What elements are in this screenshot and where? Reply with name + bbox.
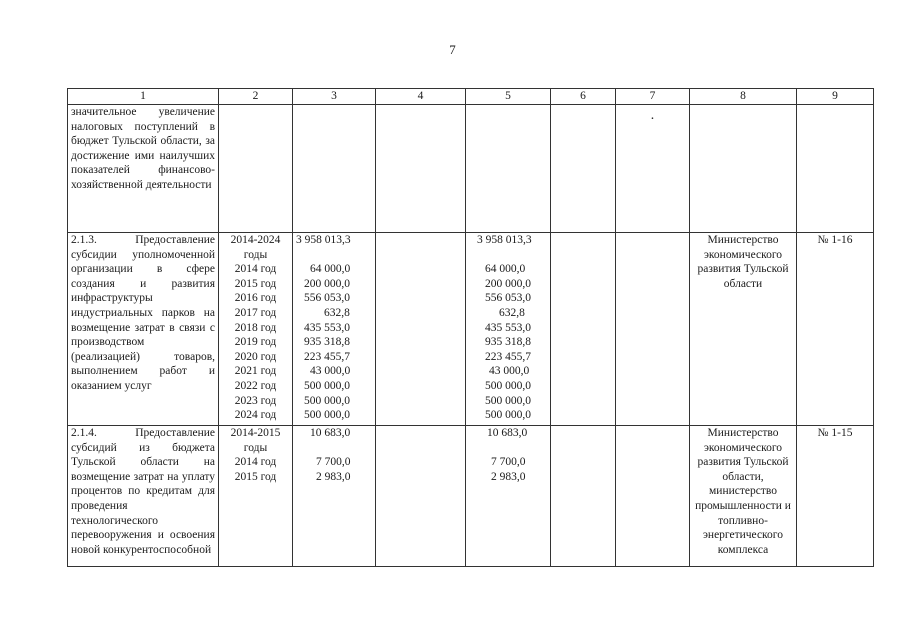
period-cell: [219, 105, 293, 233]
table-row: [68, 105, 874, 233]
period-value: 2024 год: [234, 409, 277, 422]
program-number-cell: № 1-15: [797, 426, 874, 567]
amount-value: 435 553,0: [485, 321, 531, 334]
amount-value: 2 983,0: [491, 470, 526, 483]
period-value: 2018 год: [234, 321, 277, 334]
federal-cell: [376, 105, 466, 233]
col-header-2: 2: [219, 89, 293, 105]
page-number: 7: [449, 42, 456, 57]
total-cell: [293, 105, 376, 233]
period-value: 2022 год: [234, 379, 277, 392]
total-cell: [293, 426, 376, 567]
period-value: 2019 год: [234, 336, 277, 349]
period-value: 2015 год: [234, 470, 277, 483]
period-value: 2020 год: [234, 350, 277, 363]
amount-value: 2 983,0: [316, 470, 351, 483]
dot-mark: ·: [650, 112, 655, 127]
period-cell: [219, 426, 293, 567]
period-value: 2021 год: [234, 365, 277, 378]
executor-cell: Министерство экономического развития Тульской области: [690, 233, 797, 426]
budget-table: [67, 88, 874, 567]
col-header-5: 5: [466, 89, 551, 105]
amount-value: 435 553,0: [304, 321, 350, 334]
col-header-4: 4: [376, 89, 466, 105]
measure-description: 2.1.4. Предоставление субсидий из бюджета Тульской области на возмещение затрат на уплату процентов по кредитам для проведения технологического перевооружения и освоения новой конкурентоспособной: [68, 426, 219, 567]
amount-value: 3 958 013,3: [296, 234, 351, 246]
amount-value: 64 000,0: [485, 263, 526, 276]
total-cell: [293, 233, 376, 426]
col-header-7: 7: [616, 89, 690, 105]
period-value: 2015 год: [234, 277, 277, 290]
regional-cell: [466, 233, 551, 426]
amount-value: 500 000,0: [304, 394, 350, 407]
amount-value: 200 000,0: [304, 277, 350, 290]
period-value: 2016 год: [234, 292, 277, 305]
period-value: 2014 год: [234, 263, 277, 276]
local-cell: [551, 105, 616, 233]
period-value: 2014-2024 годы: [230, 234, 281, 261]
amount-value: 556 053,0: [304, 292, 350, 305]
amount-value: 10 683,0: [310, 427, 351, 439]
amount-value: 7 700,0: [316, 456, 351, 469]
table-row: [68, 426, 874, 567]
amount-value: 64 000,0: [310, 263, 351, 276]
amount-value: 632,8: [324, 306, 350, 319]
amount-value: 200 000,0: [485, 277, 531, 290]
col-header-6: 6: [551, 89, 616, 105]
col-header-1: 1: [68, 89, 219, 105]
amount-value: 935 318,8: [485, 336, 531, 349]
amount-value: 223 455,7: [304, 350, 350, 363]
period-value: 2023 год: [234, 394, 277, 407]
amount-value: 500 000,0: [485, 409, 531, 422]
program-number-cell: [797, 105, 874, 233]
amount-value: 43 000,0: [489, 365, 530, 378]
col-header-9: 9: [797, 89, 874, 105]
local-cell: [551, 233, 616, 426]
amount-value: 556 053,0: [485, 292, 531, 305]
regional-cell: [466, 426, 551, 567]
col-header-8: 8: [690, 89, 797, 105]
other-cell: [616, 233, 690, 426]
executor-cell: [690, 105, 797, 233]
program-number-cell: № 1-16: [797, 233, 874, 426]
amount-value: 500 000,0: [485, 394, 531, 407]
amount-value: 43 000,0: [310, 365, 351, 378]
amount-value: 10 683,0: [487, 427, 528, 439]
table-row: [68, 233, 874, 426]
amount-value: 7 700,0: [491, 456, 526, 469]
federal-cell: [376, 426, 466, 567]
amount-value: 500 000,0: [304, 379, 350, 392]
col-header-3: 3: [293, 89, 376, 105]
local-cell: [551, 426, 616, 567]
regional-cell: [466, 105, 551, 233]
executor-cell: Министерство экономического развития Тульской области, министерство промышленности и топливно-энергетического комплекса: [690, 426, 797, 567]
period-cell: [219, 233, 293, 426]
amount-value: 632,8: [499, 306, 525, 319]
amount-value: 3 958 013,3: [477, 234, 532, 246]
period-value: 2017 год: [234, 306, 277, 319]
federal-cell: [376, 233, 466, 426]
amount-value: 500 000,0: [304, 409, 350, 422]
period-value: 2014 год: [234, 456, 277, 469]
other-cell: [616, 105, 690, 233]
measure-description: значительное увеличение налоговых поступлений в бюджет Тульской области, за достижение ими наилучших показателей финансово-хозяйственной деятельности: [68, 105, 219, 233]
amount-value: 935 318,8: [304, 336, 350, 349]
amount-value: 500 000,0: [485, 379, 531, 392]
other-cell: [616, 426, 690, 567]
period-value: 2014-2015 годы: [230, 427, 281, 454]
measure-description: 2.1.3. Предоставление субсидии уполномоченной организации в сфере создания и развития инфраструктуры индустриальных парков на возмещение затрат в связи с производством (реализацией) товаров, выполнением работ и оказанием услуг: [68, 233, 219, 426]
amount-value: 223 455,7: [485, 350, 531, 363]
column-number-row: [68, 89, 874, 105]
